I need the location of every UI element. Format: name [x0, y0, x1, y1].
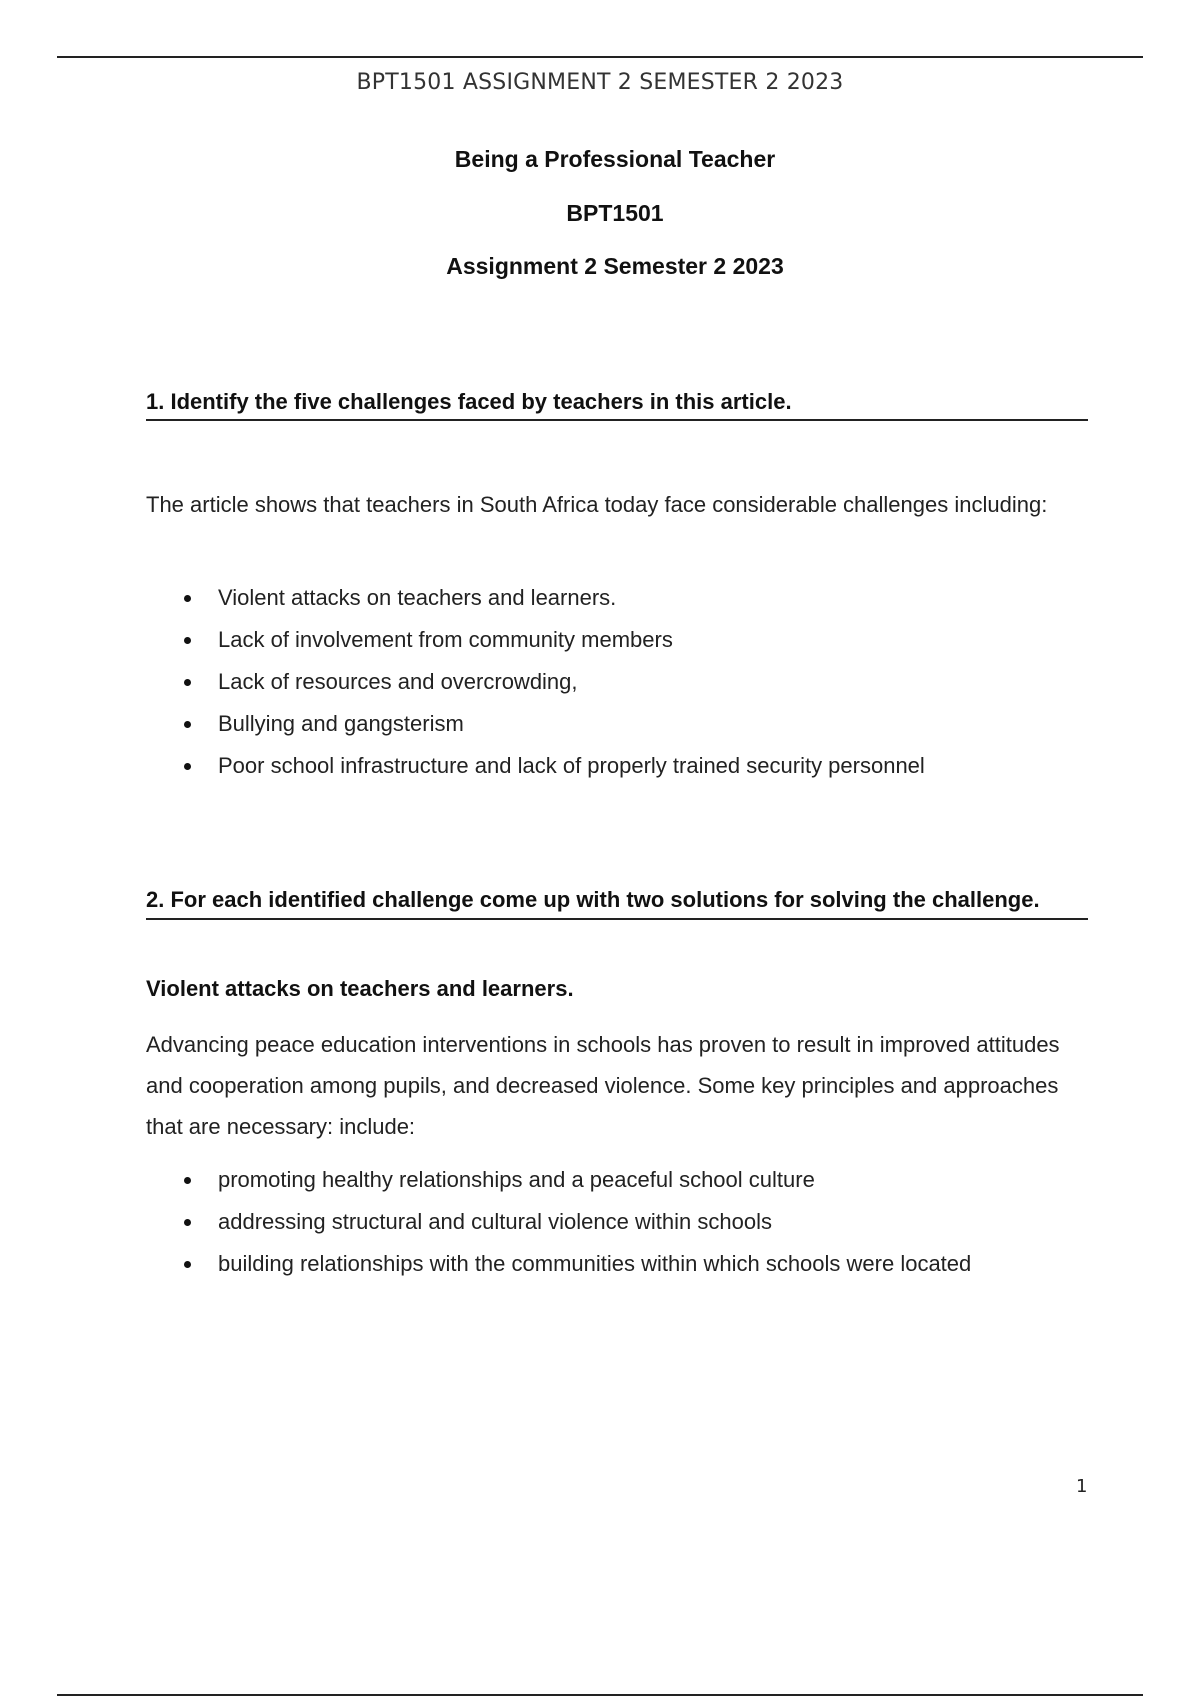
bullet-icon: [184, 763, 191, 770]
principle-text: addressing structural and cultural violence within schools: [218, 1209, 772, 1234]
list-item: [146, 710, 1088, 752]
challenge-text: Lack of involvement from community members: [218, 627, 673, 652]
page-number: 1: [1076, 1476, 1088, 1497]
principle-text: building relationships with the communities within which schools were located: [218, 1251, 972, 1276]
assignment-title: Assignment 2 Semester 2 2023: [446, 253, 784, 279]
list-item: [146, 1250, 1088, 1292]
challenge-subheading: Violent attacks on teachers and learners.: [146, 976, 574, 1001]
challenges-list: [146, 584, 1088, 794]
bullet-icon: [184, 1219, 191, 1226]
course-code: BPT1501: [566, 200, 664, 226]
question-2-paragraph: Advancing peace education interventions in schools has proven to result in improved attitudes and cooperation among pupils, and decreased violence. Some key principles and approaches that are necessary: include:: [146, 1032, 1060, 1139]
list-item: [146, 626, 1088, 668]
challenge-text: Lack of resources and overcrowding,: [218, 669, 578, 694]
bullet-icon: [184, 637, 191, 644]
principle-text: promoting healthy relationships and a peaceful school culture: [218, 1167, 815, 1192]
challenge-text: Bullying and gangsterism: [218, 711, 464, 736]
bullet-icon: [184, 595, 191, 602]
challenge-text: Poor school infrastructure and lack of properly trained security personnel: [218, 753, 925, 778]
bullet-icon: [184, 1261, 191, 1268]
top-rule: [57, 56, 1143, 58]
list-item: [146, 1166, 1088, 1208]
list-item: [146, 1208, 1088, 1250]
bullet-icon: [184, 1177, 191, 1184]
question-1-heading: 1. Identify the five challenges faced by teachers in this article.: [146, 388, 1088, 421]
question-2-heading: 2. For each identified challenge come up with two solutions for solving the challenge.: [146, 886, 1088, 920]
list-item: [146, 584, 1088, 626]
bullet-icon: [184, 679, 191, 686]
list-item: [146, 668, 1088, 710]
challenge-text: Violent attacks on teachers and learners.: [218, 585, 617, 610]
running-header: BPT1501 ASSIGNMENT 2 SEMESTER 2 2023: [356, 70, 844, 95]
principles-list: [146, 1166, 1088, 1292]
bottom-rule: [57, 1694, 1143, 1696]
bullet-icon: [184, 721, 191, 728]
list-item: [146, 752, 1088, 794]
course-name: Being a Professional Teacher: [454, 146, 776, 172]
question-1-intro: The article shows that teachers in South Africa today face considerable challenges including:: [146, 492, 1048, 517]
